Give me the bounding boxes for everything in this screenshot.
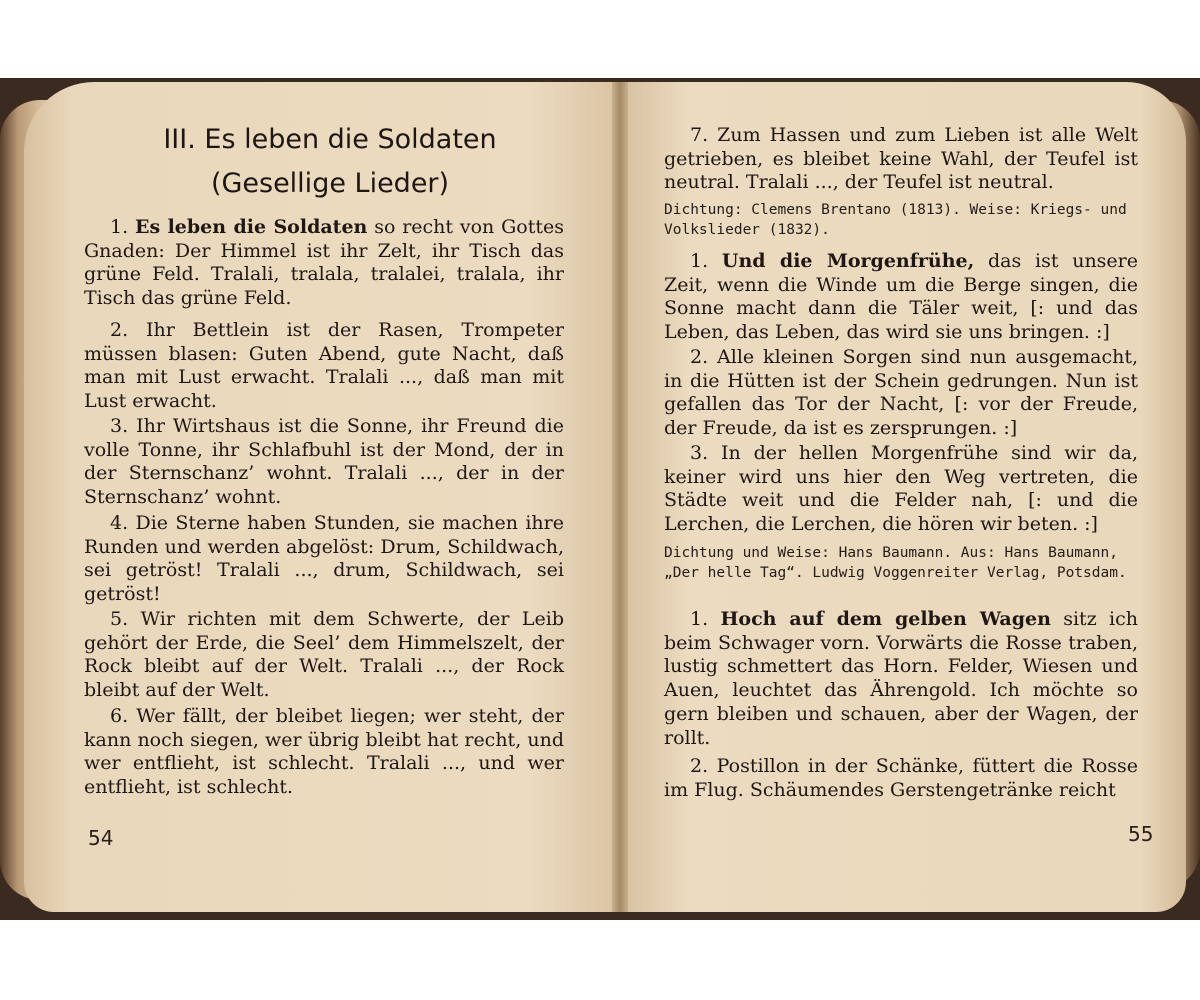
verse-text: Ihr Bettlein ist der Rasen, Trompeter müssen blasen: Guten Abend, gute Nacht, daß man mit Lust erwacht. Tralali ..., daß man mit Lust erwacht.	[84, 319, 564, 413]
verse-3	[84, 415, 564, 510]
verse-number: 2.	[690, 755, 709, 777]
page-number-right: 55	[1128, 822, 1154, 846]
verse-text: Ihr Wirtshaus ist die Sonne, ihr Freund die volle Tonne, ihr Schlafbuhl ist der Mond, der in der Sternschanz’ wohnt. Tralali ..., der in der Sternschanz’ wohnt.	[84, 415, 565, 509]
verse-text: sitz ich beim Schwager vorn. Vorwärts die Rosse traben, lustig schmettert das Horn. Felder, Wiesen und Auen, leuchtet das Ährengold. Ich möchte so gern bleiben und schauen, aber der Wagen, der rollt.	[664, 608, 1138, 749]
verse-text: Postillon in der Schänke, füttert die Rosse im Flug. Schäumendes Gerstengetränke reicht	[664, 755, 1138, 801]
verse-number: 5.	[110, 608, 129, 630]
verse-lead: Und die Morgenfrühe,	[721, 250, 975, 272]
credit-brentano: Dichtung: Clemens Brentano (1813). Weise: Kriegs- und Volkslieder (1832).	[664, 202, 1127, 238]
verse-text: so recht von Gottes Gnaden: Der Himmel ist ihr Zelt, ihr Tisch das grüne Feld. Tralali, tralala, tralalei, tralala, ihr Tisch das grüne Feld.	[84, 216, 565, 310]
verse-text: In der hellen Morgenfrühe sind wir da, keiner wird uns hier den Weg vertreten, die Städte weit und die Felder nah, [: und die Lerchen, die Lerchen, die hören wir beten. :]	[664, 442, 1138, 536]
page-number-left: 54	[88, 826, 114, 850]
verse-number: 1.	[690, 250, 709, 272]
song3-verse-1	[664, 608, 1138, 750]
chapter-heading-line2: (Gesellige Lieder)	[210, 168, 450, 199]
verse-text: Zum Hassen und zum Lieben ist alle Welt getrieben, es bleibet keine Wahl, der Teufel ist neutral. Tralali ..., der Teufel ist neutral.	[664, 124, 1139, 194]
verse-number: 7.	[690, 124, 709, 146]
verse-number: 6.	[110, 705, 129, 727]
verse-lead: Hoch auf dem gelben Wagen	[720, 608, 1051, 630]
credit-baumann: Dichtung und Weise: Hans Baumann. Aus: Hans Baumann, „Der helle Tag“. Ludwig Voggenreiter Verlag, Potsdam.	[664, 545, 1127, 581]
verse-lead: Es leben die Soldaten	[134, 216, 368, 238]
verse-number: 1.	[690, 608, 709, 630]
song3-verse-2	[664, 755, 1138, 802]
verse-6	[84, 705, 564, 800]
verse-7	[664, 124, 1138, 195]
verse-number: 1.	[110, 216, 129, 238]
verse-number: 3.	[110, 415, 129, 437]
verse-number: 3.	[690, 442, 709, 464]
verse-4	[84, 512, 564, 607]
verse-text: Alle kleinen Sorgen sind nun ausgemacht, in die Hütten ist der Schein gedrungen. Nun ist gefallen das Tor der Nacht, [: vor der Freude, der Freude, da ist es zersprungen. :]	[664, 346, 1138, 440]
verse-number: 4.	[110, 512, 129, 534]
verse-number: 2.	[690, 346, 709, 368]
verse-5	[84, 608, 564, 703]
song2-verse-3	[664, 442, 1138, 537]
verse-text: Wir richten mit dem Schwerte, der Leib gehört der Erde, die Seel’ dem Himmelszelt, der Rock bleibt auf der Welt. Tralali ..., der Rock bleibt auf der Welt.	[84, 608, 565, 702]
song2-verse-2	[664, 346, 1138, 441]
book-gutter	[612, 82, 628, 912]
verse-2	[84, 319, 564, 414]
verse-text: das ist unsere Zeit, wenn die Winde um die Berge singen, die Sonne macht dann die Täler weit, [: und das Leben, das Leben, das wird sie uns bringen. :]	[664, 250, 1139, 344]
verse-number: 2.	[110, 319, 129, 341]
verse-text: Wer fällt, der bleibet liegen; wer steht, der kann noch siegen, wer übrig bleibt hat recht, und wer entflieht, ist schlecht. Tralali ..., und wer entflieht, ist schlecht.	[84, 705, 564, 799]
chapter-heading-line1: III. Es leben die Soldaten	[163, 124, 497, 155]
song2-verse-1	[664, 250, 1138, 345]
verse-1	[84, 216, 564, 311]
verse-text: Die Sterne haben Stunden, sie machen ihre Runden und werden abgelöst: Drum, Schildwach, sei getröst! Tralali ..., drum, Schildwach, sei getröst!	[84, 512, 564, 606]
